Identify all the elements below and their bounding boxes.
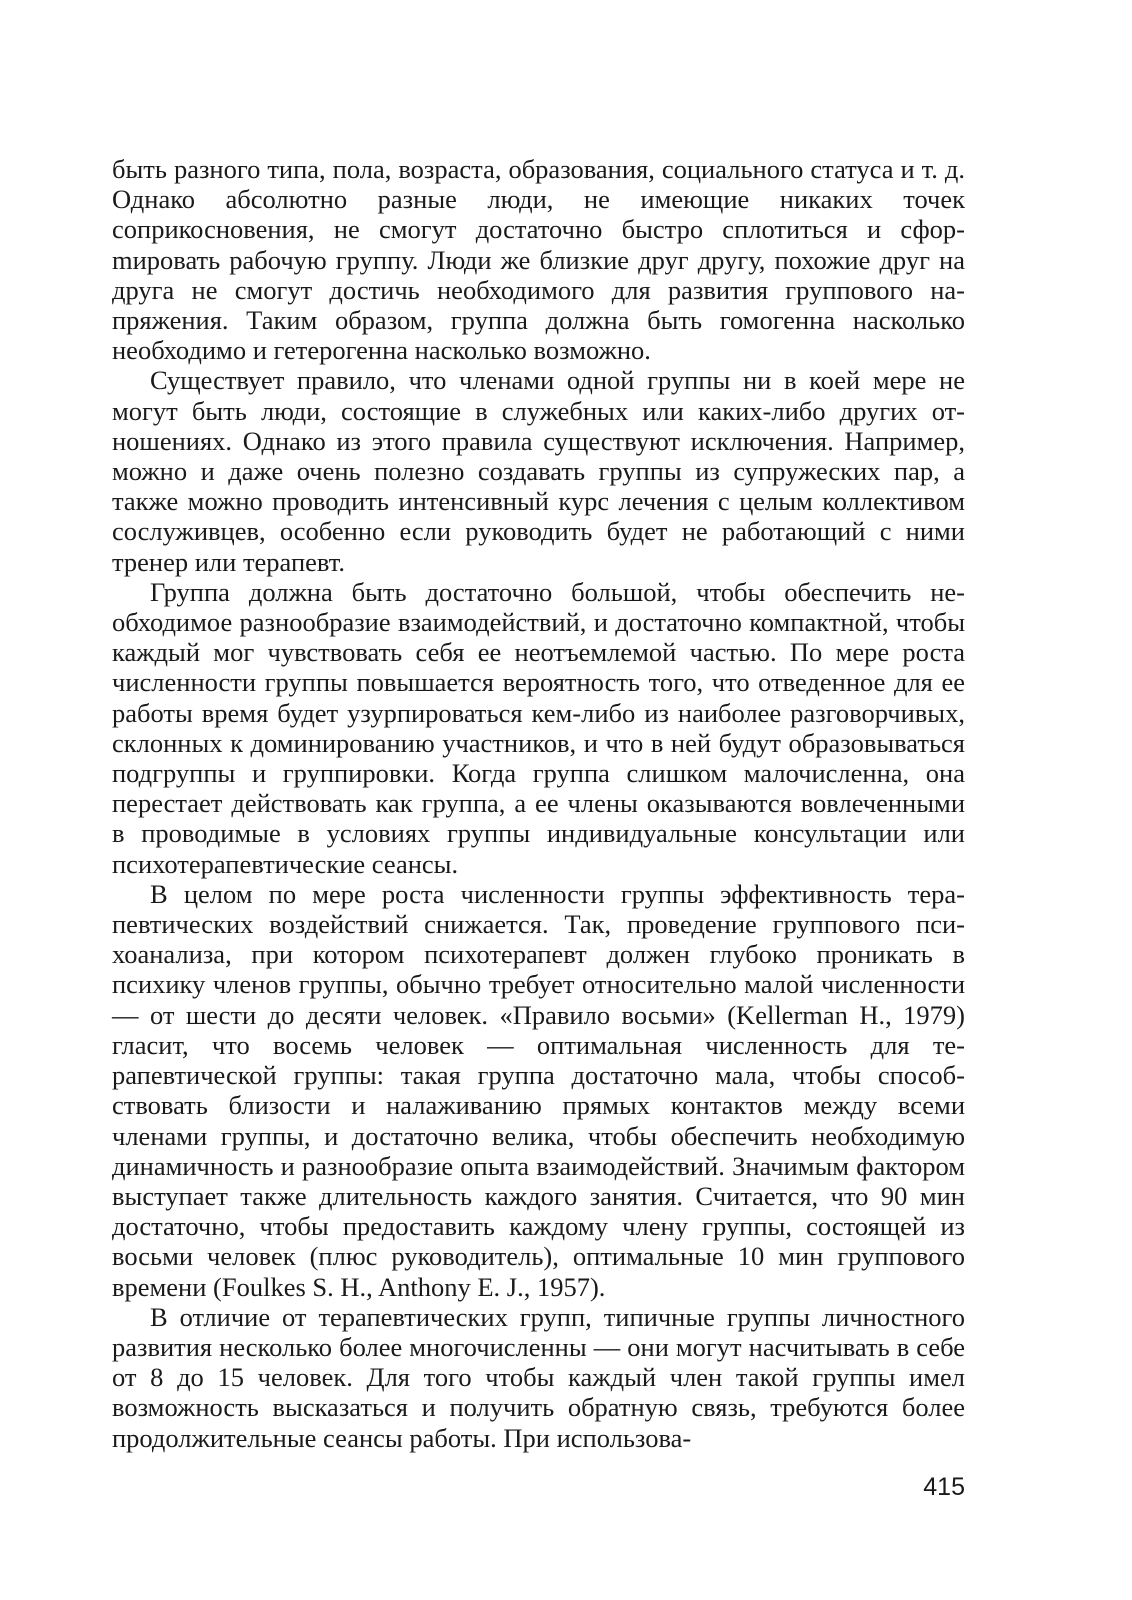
paragraph-2: Существует правило, что членами одной группы ни в коей мере не могут быть люди, состоящие в служебных или каких-либо других отношениях. Однако из этого правила существуют исключения. Например, можно и даже очень полезно создавать группы из супружеских пар, а также можно проводить интенсивный курс лечения с целым коллективом сослуживцев, особенно если руководить будет не работающий с ними тренер или терапевт. xyxy=(112,365,965,577)
page-body xyxy=(112,154,965,1453)
paragraph-4: В целом по мере роста численности группы эффективность терапевтических воздействий снижается. Так, проведение группового психоанализа, при котором психотерапевт должен глубоко проникать в психику членов группы, обычно требует относительно малой численности — от шести до десяти человек. «Правило восьми» (Kellerman H., 1979) гласит, что восемь человек — оптимальная численность для терапевтической группы: такая группа достаточно мала, чтобы способствовать близости и налаживанию прямых контактов между всеми членами группы, и достаточно велика, чтобы обеспечить необходимую динамичность и разнообразие опыта взаимодействий. Значимым фактором выступает также длительность каждого занятия. Считается, что 90 мин достаточно, чтобы предоставить каждому члену группы, состоящей из восьми человек (плюс руководитель), оптимальные 10 мин группового времени (Foulkes S. H., Anthony E. J., 1957). xyxy=(112,878,965,1302)
page-number: 415 xyxy=(923,1473,965,1501)
paragraph-1: быть разного типа, пола, возраста, образования, социального статуса и т. д. Однако абсолютно разные люди, не имеющие никаких точек соприкосновения, не смогут достаточно быстро сплотиться и сфорmировать рабочую группу. Люди же близкие друг другу, похожие друг на друга не смогут достичь необходимого для развития группового напряжения. Таким образом, группа должна быть гомогенна насколько необходимо и гетерогенна насколько возможно. xyxy=(112,154,965,366)
paragraph-5: В отличие от терапевтических групп, типичные группы личностного развития несколько более многочисленны — они могут насчитывать в себе от 8 до 15 человек. Для того чтобы каждый член такой группы имел возможность высказаться и получить обратную связь, требуются более продолжительные сеансы работы. При использова- xyxy=(112,1301,965,1453)
paragraph-3: Группа должна быть достаточно большой, чтобы обеспечить необходимое разнообразие взаимодействий, и достаточно компактной, чтобы каждый мог чувствовать себя ее неотъемлемой частью. По мере роста численности группы повышается вероятность того, что отведенное для ее работы время будет узурпироваться кем-либо из наиболее разговорчивых, склонных к доминированию участников, и что в ней будут образовываться подгруппы и группировки. Когда группа слишком малочисленна, она перестает действовать как группа, а ее члены оказываются вовлеченными в проводимые в условиях группы индивидуальные консультации или психотерапевтические сеансы. xyxy=(112,576,965,879)
